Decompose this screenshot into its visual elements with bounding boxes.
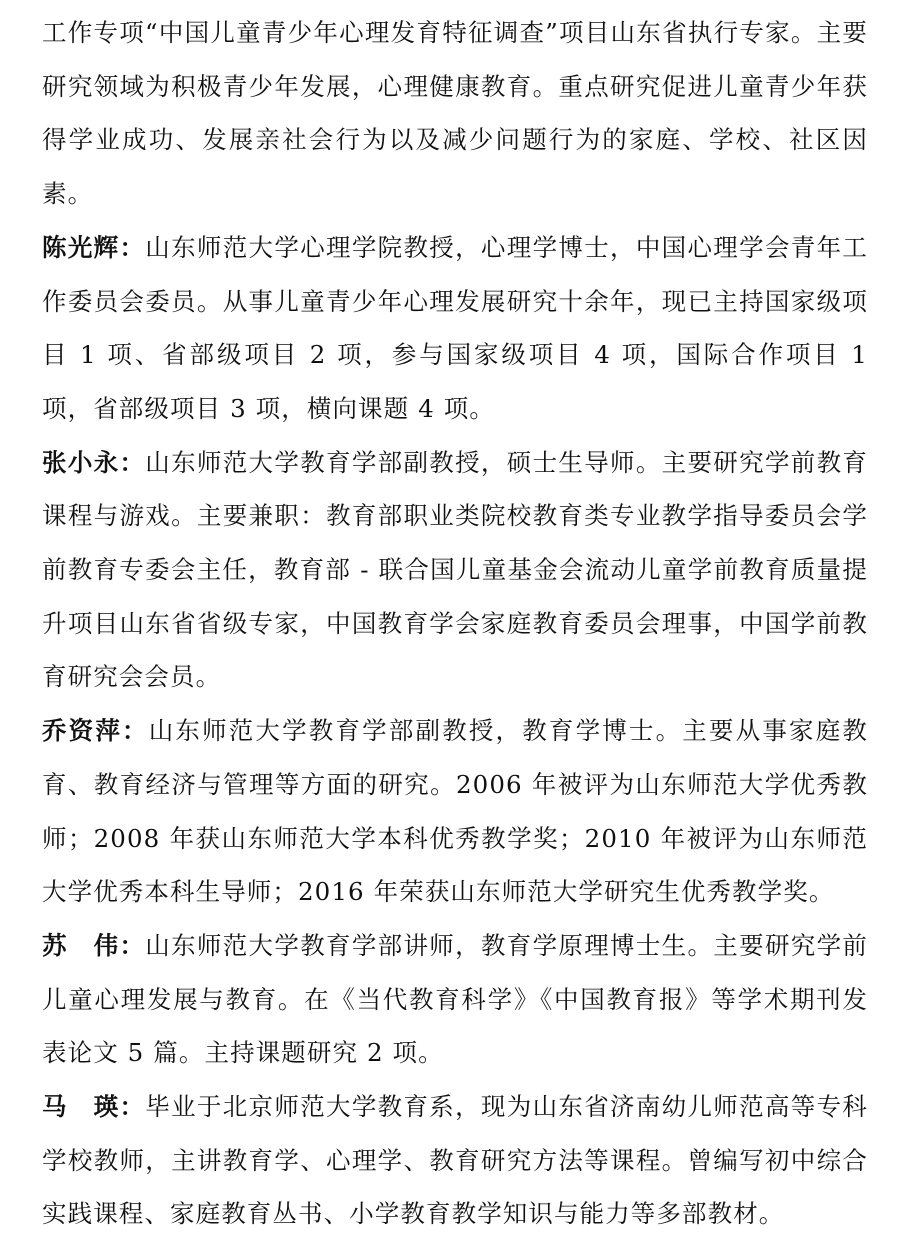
bio-text: 山东师范大学教育学部副教授，教育学博士。主要从事家庭教育、教育经济与管理等方面的研究。2006 年被评为山东师范大学优秀教师；2008 年获山东师范大学本科优秀教学奖；2010 年被评为山东师范大学优秀本科生导师；2016 年荣获山东师范大学研究生优秀教学奖。 <box>42 716 868 907</box>
bio-text: 山东师范大学教育学部副教授，硕士生导师。主要研究学前教育课程与游戏。主要兼职：教育部职业类院校教育类专业教学指导委员会学前教育专委会主任，教育部 - 联合国儿童基金会流动儿童学前教育质量提升项目山东省省级专家，中国教育学会家庭教育委员会理事，中国学前教育研究会会员。 <box>42 447 868 692</box>
bio-name: 马 瑛： <box>42 1092 146 1122</box>
bio-text: 山东师范大学心理学院教授，心理学博士，中国心理学会青年工作委员会委员。从事儿童青少年心理发展研究十余年，现已主持国家级项目 1 项、省部级项目 2 项，参与国家级项目 4 项，国际合作项目 1 项，省部级项目 3 项，横向课题 4 项。 <box>42 232 868 423</box>
bio-paragraph-chen-guanghui <box>42 221 868 436</box>
bio-name: 陈光辉： <box>42 232 146 262</box>
bio-name: 张小永： <box>42 447 146 477</box>
bio-paragraph-su-wei <box>42 919 868 1080</box>
bio-name: 苏 伟： <box>42 930 146 960</box>
bio-paragraph-continued <box>42 6 868 221</box>
bio-paragraph-qiao-ziping <box>42 704 868 919</box>
bio-paragraph-zhang-xiaoyong <box>42 436 868 705</box>
bio-page <box>42 6 868 1241</box>
bio-text: 山东师范大学教育学部讲师，教育学原理博士生。主要研究学前儿童心理发展与教育。在《当代教育科学》《中国教育报》等学术期刊发表论文 5 篇。主持课题研究 2 项。 <box>42 930 868 1068</box>
bio-text: 毕业于北京师范大学教育系，现为山东省济南幼儿师范高等专科学校教师，主讲教育学、心理学、教育研究方法等课程。曾编写初中综合实践课程、家庭教育丛书、小学教育教学知识与能力等多部教材。 <box>42 1092 868 1229</box>
bio-text: 工作专项“中国儿童青少年心理发育特征调查”项目山东省执行专家。主要研究领域为积极青少年发展，心理健康教育。重点研究促进儿童青少年获得学业成功、发展亲社会行为以及减少问题行为的家庭、学校、社区因素。 <box>42 18 868 209</box>
bio-name: 乔资萍： <box>42 716 149 746</box>
bio-paragraph-ma-ying <box>42 1080 868 1241</box>
